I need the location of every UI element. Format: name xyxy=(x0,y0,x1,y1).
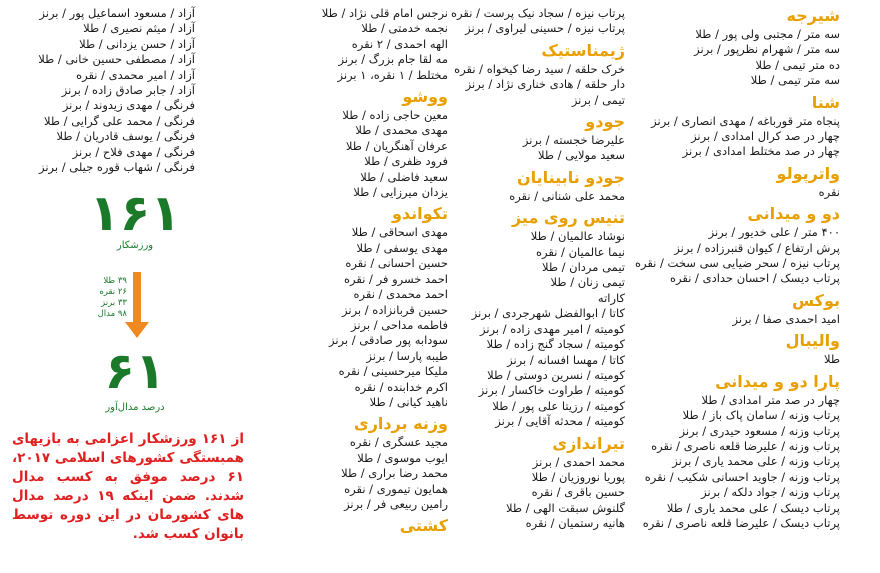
medal-entry: خرک حلقه / سید رضا کیخواه / نقره xyxy=(454,61,625,76)
medal-entry: پنجاه متر قورباغه / مهدی انصاری / برنز xyxy=(651,113,840,128)
medal-entry: پرتاب وزنه / جواد دلکه / برنز xyxy=(701,485,840,500)
column-3 xyxy=(298,6,448,537)
medal-entry: نوشاد عالمیان / طلا xyxy=(530,229,625,244)
medal-entry: چهار در صد مختلط امدادی / برنز xyxy=(682,144,840,159)
medal-entry: طیبه پارسا / برنز xyxy=(366,348,448,363)
medal-entry: فاطمه مداحی / برنز xyxy=(351,317,448,332)
medal-entry: سه متر تیمی / طلا xyxy=(750,73,840,88)
medal-entry: سعید مولایی / طلا xyxy=(538,148,625,163)
medal-entry: آزاد / جابر صادق زاده / برنز xyxy=(61,83,195,98)
medal-entry: پرتاب نیزه / سجاد نیک پرست / نقره xyxy=(451,6,625,20)
medal-entry: دار حلقه / هادی خناری نژاد / برنز xyxy=(465,77,625,92)
medal-entry: کومیته / طراوت خاکسار / برنز xyxy=(478,383,625,398)
medal-entry: آزاد / مسعود اسماعیل پور / برنز xyxy=(39,6,195,20)
medal-entry: امید احمدی صفا / برنز xyxy=(732,311,840,326)
stats-panel xyxy=(60,186,220,426)
medal-entry: پرش ارتفاع / کیوان قنبرزاده / برنز xyxy=(674,240,840,255)
section-title: تنیس روی میز xyxy=(511,208,625,228)
section-title: واترپولو xyxy=(776,163,840,183)
medal-entry: آزاد / میثم نصیری / طلا xyxy=(83,21,195,36)
medal-entry: تیمی زنان / طلا xyxy=(550,275,625,290)
medal-entry: الهه احمدی / ۲ نقره xyxy=(351,36,448,51)
medal-entry: کاتا / مهسا افسانه / برنز xyxy=(507,352,625,367)
medal-entry: کومیته / امیر مهدی زاده / برنز xyxy=(479,321,625,336)
medals-breakdown xyxy=(83,276,127,320)
medal-entry: کومیته / رزیتا علی پور / طلا xyxy=(492,398,625,413)
column-1 xyxy=(630,6,840,531)
medal-entry: حسین احسانی / نقره xyxy=(345,256,448,271)
medal-entry: تیمی / برنز xyxy=(571,92,625,107)
medal-entry: ناهید کیانی / طلا xyxy=(369,394,448,409)
medal-total: ۹۸ مدال xyxy=(97,309,127,319)
medal-entry: پرتاب نیزه / سحر ضیایی سی سخت / نقره xyxy=(634,256,840,271)
medal-entry: رامین ربیعی فر / برنز xyxy=(344,496,448,511)
medal-entry: نرجس امام قلی نژاد / طلا xyxy=(321,6,448,20)
section-title: شیرجه xyxy=(786,6,840,25)
medal-entry: همایون تیموری / نقره xyxy=(344,481,448,496)
medal-entry: چهار در صد کرال امدادی / برنز xyxy=(691,129,840,144)
medal-entry: نجمه خدمتی / طلا xyxy=(361,21,448,36)
medal-entry: یزدان میرزایی / طلا xyxy=(353,185,448,200)
medal-entry: محمد رضا براری / طلا xyxy=(341,466,448,481)
section-title: دو و میدانی xyxy=(747,204,840,224)
medal-entry: پوریا نوروزیان / طلا xyxy=(531,469,625,484)
section-title: جودو xyxy=(585,112,625,132)
medal-entry: فرنگی / مهدی فلاح / برنز xyxy=(72,144,195,159)
medal-entry: محمد علی شنانی / نقره xyxy=(509,188,625,203)
medal-entry: مهدی محمدی / طلا xyxy=(355,123,448,138)
medal-entry: کاتا / ابوالفضل شهرجردی / برنز xyxy=(471,306,625,321)
medal-entry: پرتاب وزنه / جاوید احسانی شکیب / نقره xyxy=(644,469,840,484)
medal-entry: اکرم خدابنده / نقره xyxy=(354,379,448,394)
section-title: ووشو xyxy=(402,87,448,107)
section-title: ژیمناستیک xyxy=(541,40,625,60)
section-title: کشتی xyxy=(399,516,448,536)
medal-entry: پرتاب دیسک / احسان حدادی / نقره xyxy=(670,271,840,286)
medal-entry: هانیه رستمیان / نقره xyxy=(525,516,625,531)
medal-entry: کومیته / نسرین دوستی / طلا xyxy=(487,367,625,382)
medal-entry: فرنگی / محمد علی گرایی / طلا xyxy=(44,113,195,128)
medal-entry: کومیته / سجاد گنج زاده / طلا xyxy=(486,337,625,352)
medal-entry: فرود ظفری / طلا xyxy=(364,154,448,169)
medal-entry: تیمی مردان / طلا xyxy=(541,260,625,275)
medal-entry: علیرضا خجسته / برنز xyxy=(522,133,625,148)
medal-entry: حسین باقری / نقره xyxy=(531,485,625,500)
athletes-count: ۱۶۱ xyxy=(89,184,181,242)
medal-entry: گلنوش سبقت الهی / طلا xyxy=(505,500,625,515)
medal-entry: سه متر / مجتبی ولی پور / طلا xyxy=(695,27,840,41)
section-title: وزنه برداری xyxy=(354,414,448,434)
medal-entry: مه لقا جام بزرگ / برنز xyxy=(338,52,448,67)
medal-entry: آزاد / امیر محمدی / نقره xyxy=(76,67,195,82)
medal-entry: احمد خسرو فر / نقره xyxy=(344,271,448,286)
medal-entry: فرنگی / شهاب قوره جیلی / برنز xyxy=(38,160,195,175)
medal-entry: معین حاجی زاده / طلا xyxy=(342,108,448,123)
medal-entry: ده متر تیمی / طلا xyxy=(755,57,840,72)
column-4 xyxy=(20,6,195,175)
medal-entry: ایوب موسوی / طلا xyxy=(357,450,448,465)
column-2 xyxy=(451,6,625,532)
medal-entry: مختلط / ۱ نقره، ۱ برنز xyxy=(337,67,448,82)
section-title: پارا دو و میدانی xyxy=(715,371,840,391)
medal-entry: پرتاب وزنه / علیرضا قلعه ناصری / نقره xyxy=(651,438,840,453)
down-arrow-head-icon xyxy=(125,322,149,338)
section-title: جودو نابینایان xyxy=(516,167,625,187)
medal-entry: محمد احمدی / برنز xyxy=(532,454,625,469)
medal-entry: مهدی اسحاقی / طلا xyxy=(351,225,448,240)
section-title: بوکس xyxy=(792,290,840,310)
athletes-label: ورزشکار xyxy=(116,240,154,251)
medal-bronze: ۳۳ برنز xyxy=(101,298,127,308)
medal-entry: سه متر / شهرام نظرپور / برنز xyxy=(694,42,840,57)
medal-entry: نیما عالمیان / نقره xyxy=(536,244,625,259)
down-arrow-icon xyxy=(133,272,141,324)
medal-entry: ملیکا میرحسینی / نقره xyxy=(338,364,448,379)
medal-entry: پرتاب وزنه / علی محمد یاری / برنز xyxy=(672,454,840,469)
medal-entry: عرفان آهنگریان / طلا xyxy=(345,138,448,153)
section-title: تکواندو xyxy=(391,204,448,224)
medal-entry: آزاد / حسن یزدانی / طلا xyxy=(79,36,195,51)
medal-entry: فرنگی / یوسف قادریان / طلا xyxy=(56,129,195,144)
section-title: شنا xyxy=(811,92,840,112)
medal-entry: فرنگی / مهدی زیدوند / برنز xyxy=(62,98,195,113)
medal-entry: کومیته / محدثه آقایی / برنز xyxy=(495,414,625,429)
medal-entry: ۴۰۰ متر / علی خدیور / برنز xyxy=(708,225,840,240)
summary-text: از ۱۶۱ ورزشکار اعزامی به بازیهای همبستگی کشورهای اسلامی ۲۰۱۷، ۶۱ درصد موفق به کسب مدال شدند. ضمن اینکه ۱۹ درصد مدال های کشورمان در این دوره توسط بانوان کسب شد. xyxy=(12,431,244,542)
medal-silver: ۲۶ نقره xyxy=(99,287,127,297)
section-title: والیبال xyxy=(785,331,840,351)
medal-entry: پرتاب دیسک / علی محمد یاری / طلا xyxy=(666,500,840,515)
section-title: تیراندازی xyxy=(552,433,625,453)
medal-gold: ۳۹ طلا xyxy=(103,276,127,286)
medal-entry: مهدی یوسفی / طلا xyxy=(356,240,448,255)
percent-number: ۶۱ xyxy=(104,342,166,400)
medal-entry: چهار در صد متر امدادی / طلا xyxy=(701,392,840,407)
medal-entry: نقره xyxy=(818,184,840,199)
medal-entry: سودابه پور صادقی / برنز xyxy=(328,333,448,348)
medal-entry: حسین قربانزاده / برنز xyxy=(342,302,448,317)
medal-entry: مجید عسگری / نقره xyxy=(349,435,448,450)
medal-entry: پرتاب نیزه / حسینی لیراوی / برنز xyxy=(465,21,625,36)
medal-entry: کاراته xyxy=(597,290,625,305)
medal-entry: طلا xyxy=(823,352,840,367)
medal-entry: پرتاب وزنه / مسعود حیدری / برنز xyxy=(679,423,840,438)
medal-entry: آزاد / مصطفی حسین خانی / طلا xyxy=(38,52,195,67)
medal-entry: پرتاب وزنه / سامان پاک باز / طلا xyxy=(682,408,840,423)
medal-entry: پرتاب دیسک / علیرضا قلعه ناصری / نقره xyxy=(642,515,840,530)
medal-entry: احمد محمدی / نقره xyxy=(353,287,448,302)
medal-entry: سعید فاضلی / طلا xyxy=(360,169,448,184)
percent-label: درصد مدال‌آور xyxy=(105,402,165,413)
